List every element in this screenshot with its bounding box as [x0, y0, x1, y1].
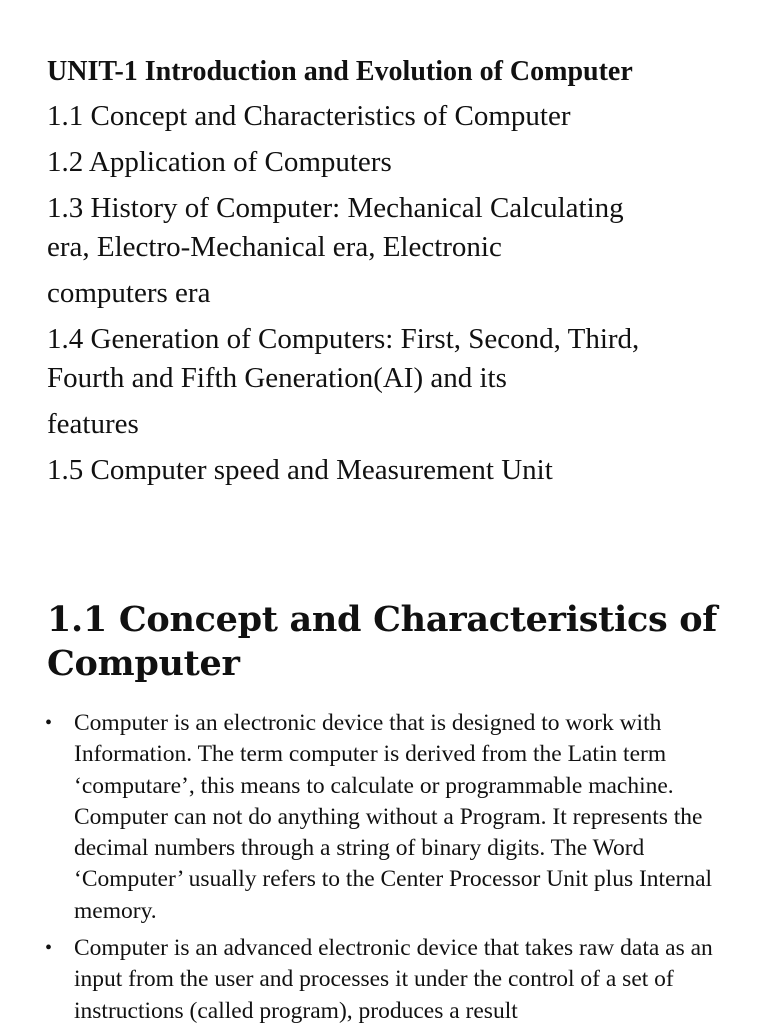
topic-line: 1.4 Generation of Computers: First, Second, Third,: [47, 323, 640, 355]
unit-heading: UNIT-1 Introduction and Evolution of Computer: [47, 56, 633, 87]
section-title: 1.1 Concept and Characteristics of Computer: [47, 599, 718, 684]
concept-slide: [0, 590, 768, 1024]
topic-line: 1.5 Computer speed and Measurement Unit: [47, 454, 553, 486]
topic-line: 1.1 Concept and Characteristics of Computer: [47, 100, 571, 132]
bullet-list: [45, 708, 735, 1033]
topic-line: 1.3 History of Computer: Mechanical Calculating: [47, 192, 624, 224]
bullet-icon: •: [45, 712, 53, 734]
topic-line: features: [47, 408, 139, 440]
bullet-item: [45, 708, 735, 927]
topic-line: Fourth and Fifth Generation(AI) and its: [47, 362, 507, 394]
bullet-text: Computer is an advanced electronic device that takes raw data as an input from the user and processes it under the control of a set of instructions (called program), produces a result: [74, 935, 713, 1024]
topic-line: era, Electro-Mechanical era, Electronic: [47, 231, 502, 263]
bullet-icon: •: [45, 937, 53, 960]
bullet-item: [45, 933, 735, 1027]
topic-line: 1.2 Application of Computers: [47, 146, 392, 178]
bullet-text: Computer is an electronic device that is designed to work with Information. The term computer is derived from the Latin term ‘computare’, this means to calculate or programmable machine. Computer can not do anything without a Program. It represents the decimal numbers through a string of binary digits. The Word ‘Computer’ usually refers to the Center Processor Unit plus Internal memory.: [74, 710, 713, 924]
topic-line: computers era: [47, 277, 211, 309]
